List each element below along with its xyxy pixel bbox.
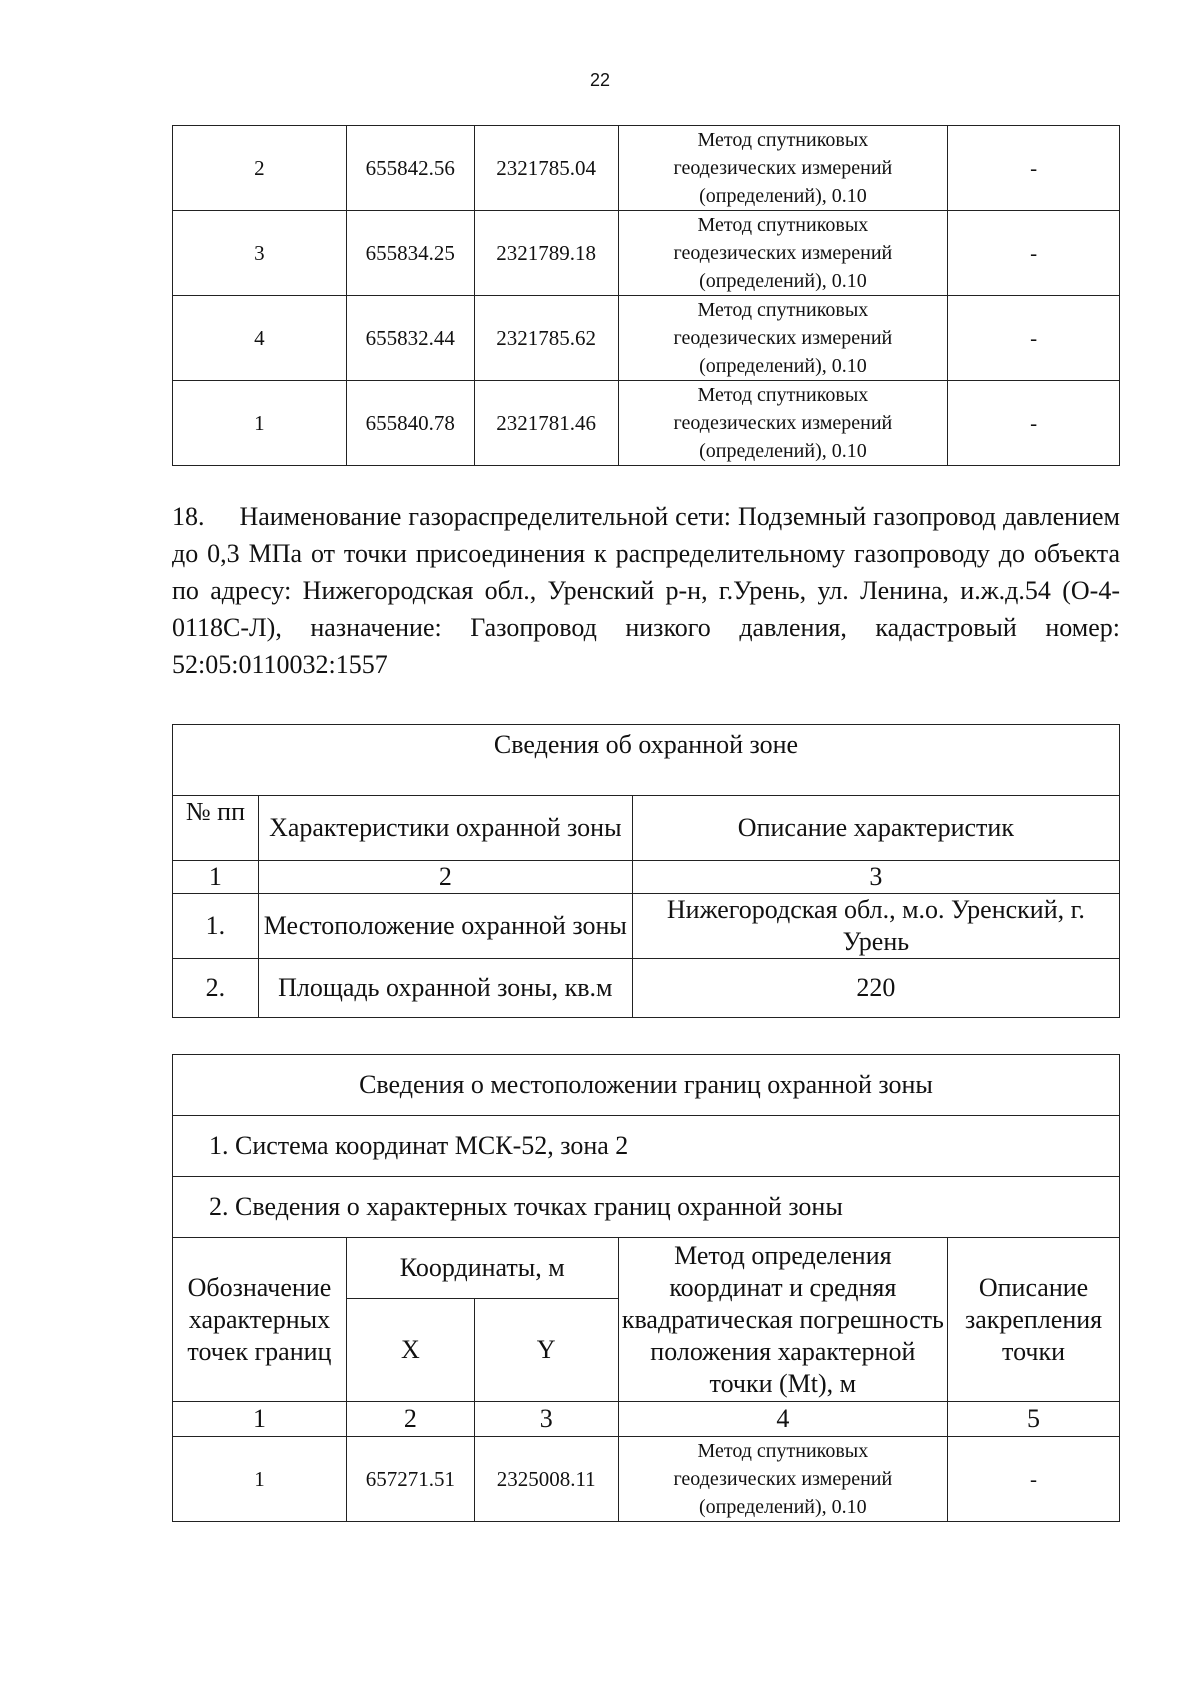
fixing-cell: - (948, 1437, 1120, 1522)
index-row (173, 861, 1120, 894)
zone-info-table (172, 724, 1120, 1018)
row-description: 220 (632, 959, 1119, 1018)
fixing-cell: - (948, 381, 1120, 466)
method-cell (618, 296, 948, 381)
fixing-cell: - (948, 211, 1120, 296)
header-designation: Обозначение характерных точек границ (173, 1238, 347, 1402)
table-header-row (173, 1238, 1120, 1299)
coord-x: 655840.78 (346, 381, 474, 466)
table-row (173, 296, 1120, 381)
point-number: 4 (173, 296, 347, 381)
header-coordinates: Координаты, м (346, 1238, 618, 1299)
points-caption-row (173, 1177, 1120, 1238)
coordinates-table-continued (172, 125, 1120, 466)
method-line: геодезических измерений (673, 412, 893, 434)
table-row (173, 1437, 1120, 1522)
method-line: геодезических измерений (673, 1468, 893, 1490)
header-fixing: Описание закрепления точки (948, 1238, 1120, 1402)
index-cell: 2 (258, 861, 632, 894)
row-num: 1. (173, 894, 259, 959)
coord-y: 2325008.11 (474, 1437, 618, 1522)
method-line: геодезических измерений (673, 327, 893, 349)
table-row (173, 126, 1120, 211)
row-description: Нижегородская обл., м.о. Уренский, г. Урень (632, 894, 1119, 959)
header-characteristic: Характеристики охранной зоны (258, 796, 632, 861)
header-description: Описание характеристик (632, 796, 1119, 861)
table-row (173, 381, 1120, 466)
coord-y: 2321785.62 (474, 296, 618, 381)
method-line: (определений), 0.10 (699, 1496, 867, 1518)
coordinate-system: 1. Система координат МСК-52, зона 2 (173, 1116, 1120, 1177)
header-x: X (346, 1299, 474, 1402)
coordinate-system-row (173, 1116, 1120, 1177)
method-cell (618, 1437, 947, 1522)
point-number: 2 (173, 126, 347, 211)
method-line: (определений), 0.10 (699, 270, 867, 292)
table-row (173, 211, 1120, 296)
index-cell: 2 (346, 1402, 474, 1437)
coord-x: 655832.44 (346, 296, 474, 381)
index-cell: 4 (618, 1402, 947, 1437)
method-line: (определений), 0.10 (699, 440, 867, 462)
table-row (173, 959, 1120, 1018)
coord-y: 2321789.18 (474, 211, 618, 296)
method-line: Метод спутниковых (697, 1440, 869, 1462)
row-characteristic: Площадь охранной зоны, кв.м (258, 959, 632, 1018)
method-cell (618, 381, 948, 466)
method-line: (определений), 0.10 (699, 355, 867, 377)
coord-x: 655834.25 (346, 211, 474, 296)
table-title-row (173, 1055, 1120, 1116)
index-cell: 5 (948, 1402, 1120, 1437)
table-title-row (173, 725, 1120, 796)
method-cell (618, 211, 948, 296)
boundary-table (172, 1054, 1120, 1522)
header-num: № пп (173, 796, 259, 861)
index-cell: 1 (173, 1402, 347, 1437)
table-title: Сведения об охранной зоне (173, 725, 1120, 796)
table-header-row (173, 796, 1120, 861)
coord-y: 2321781.46 (474, 381, 618, 466)
method-line: Метод спутниковых (697, 129, 869, 151)
row-num: 2. (173, 959, 259, 1018)
points-caption: 2. Сведения о характерных точках границ охранной зоны (173, 1177, 1120, 1238)
index-cell: 1 (173, 861, 259, 894)
index-row (173, 1402, 1120, 1437)
fixing-cell: - (948, 126, 1120, 211)
table-title: Сведения о местоположении границ охранной зоны (173, 1055, 1120, 1116)
method-line: Метод спутниковых (697, 384, 869, 406)
table-row (173, 894, 1120, 959)
row-characteristic: Местоположение охранной зоны (258, 894, 632, 959)
coord-y: 2321785.04 (474, 126, 618, 211)
header-y: Y (474, 1299, 618, 1402)
point-number: 1 (173, 1437, 347, 1522)
coord-x: 655842.56 (346, 126, 474, 211)
point-number: 3 (173, 211, 347, 296)
fixing-cell: - (948, 296, 1120, 381)
method-line: геодезических измерений (673, 157, 893, 179)
header-method: Метод определения координат и средняя квадратическая погрешность положения характерной точки (Mt), м (618, 1238, 947, 1402)
method-line: Метод спутниковых (697, 299, 869, 321)
point-number: 1 (173, 381, 347, 466)
method-line: геодезических измерений (673, 242, 893, 264)
coord-x: 657271.51 (346, 1437, 474, 1522)
method-cell (618, 126, 948, 211)
method-line: Метод спутниковых (697, 214, 869, 236)
index-cell: 3 (632, 861, 1119, 894)
page-number: 22 (589, 70, 611, 90)
method-line: (определений), 0.10 (699, 185, 867, 207)
section-paragraph: 18. Наименование газораспределительной сети: Подземный газопровод давлением до 0,3 МПа от точки присоединения к распределительному газопроводу до объекта по адресу: Нижегородская обл., Уренский р-н, г.Урень, ул. Ленина, и.ж.д.54 (О-4-0118С-Л), назначение: Газопровод низкого давления, кадастровый номер: 52:05:0110032:1557 (172, 502, 1120, 679)
index-cell: 3 (474, 1402, 618, 1437)
